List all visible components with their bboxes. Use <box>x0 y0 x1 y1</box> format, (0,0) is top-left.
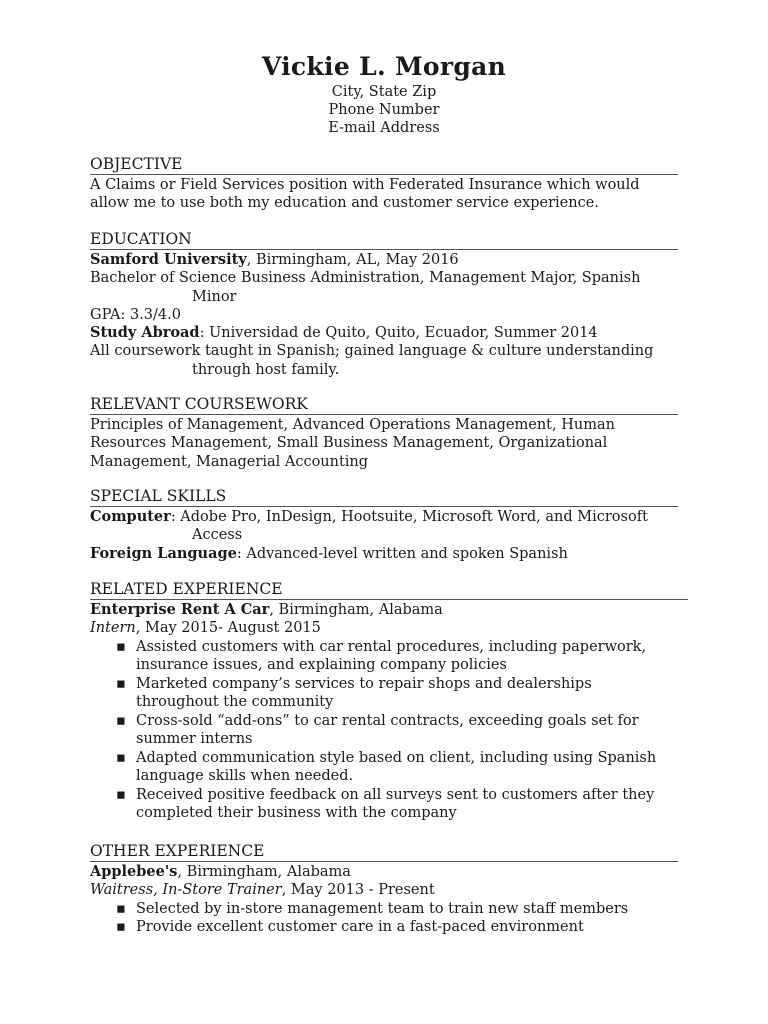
list-item: ▪ Marketed company’s services to repair shops and dealerships throughout the community <box>116 675 592 711</box>
bullet-icon: ▪ <box>116 786 126 803</box>
language-label: Foreign Language <box>90 544 237 562</box>
related-title-line <box>90 619 688 637</box>
skills-heading: SPECIAL SKILLS <box>90 487 678 507</box>
school-details: , Birmingham, AL, May 2016 <box>246 252 459 268</box>
education-section <box>90 230 678 379</box>
bullet-icon: ▪ <box>116 712 126 729</box>
coursework-line-2: Resources Management, Small Business Management, Organizational <box>90 435 608 452</box>
other-experience-section <box>90 842 678 937</box>
bullet-icon: ▪ <box>116 919 126 936</box>
education-school-line <box>90 251 678 269</box>
related-experience-heading: RELATED EXPERIENCE <box>90 580 688 600</box>
coursework-note-line-2: through host family. <box>192 361 340 378</box>
school-name: Samford University <box>90 251 247 268</box>
list-item: ▪ Selected by in-store management team to train new staff members <box>116 900 629 917</box>
related-employer-location: , Birmingham, Alabama <box>269 602 443 618</box>
study-abroad-label: Study Abroad <box>90 324 200 342</box>
list-item: ▪ Received positive feedback on all surveys sent to customers after they completed their business with the company <box>116 786 655 822</box>
other-employer-location: , Birmingham, Alabama <box>177 864 351 880</box>
other-title-line <box>90 881 678 899</box>
computer-label: Computer <box>90 508 171 525</box>
bullet-icon: ▪ <box>116 675 126 692</box>
bullet-icon: ▪ <box>116 900 126 917</box>
objective-section <box>90 155 678 213</box>
related-bullet-list <box>90 638 688 823</box>
contact-city: City, State Zip <box>331 84 437 100</box>
objective-heading: OBJECTIVE <box>90 155 678 175</box>
study-abroad-line <box>90 324 678 342</box>
coursework-section <box>90 395 678 471</box>
degree-line-2: Minor <box>192 288 237 305</box>
other-employer-line <box>90 863 678 881</box>
list-item: ▪ Adapted communication style based on client, including using Spanish language skills when needed. <box>116 749 657 785</box>
computer-skills-line-2: Access <box>192 527 243 544</box>
education-heading: EDUCATION <box>90 230 678 250</box>
objective-text: A Claims or Field Services position with Federated Insurance which would allow me to use both my education and customer service experience. <box>90 177 640 212</box>
computer-details: : Adobe Pro, InDesign, Hootsuite, Microsoft Word, and Microsoft <box>170 509 648 525</box>
skills-section <box>90 487 678 563</box>
bullet-icon: ▪ <box>116 749 126 766</box>
coursework-line-3: Management, Managerial Accounting <box>90 453 369 470</box>
other-employer-name: Applebee's <box>90 863 178 880</box>
other-experience-heading: OTHER EXPERIENCE <box>90 842 678 862</box>
study-abroad-details: : Universidad de Quito, Quito, Ecuador, Summer 2014 <box>199 325 598 342</box>
bullet-icon: ▪ <box>116 638 126 655</box>
contact-email: E-mail Address <box>328 120 440 136</box>
coursework-note-line-1: All coursework taught in Spanish; gained language & culture understanding <box>90 343 654 360</box>
degree-line-1: Bachelor of Science Business Administration, Management Major, Spanish <box>90 270 641 287</box>
related-experience-section <box>90 580 688 823</box>
computer-skills-line <box>90 508 678 526</box>
related-job-dates: , May 2015- August 2015 <box>135 620 321 637</box>
list-item: ▪ Provide excellent customer care in a fast-paced environment <box>116 919 584 936</box>
coursework-line-1: Principles of Management, Advanced Operations Management, Human <box>90 417 615 433</box>
gpa-line: GPA: 3.3/4.0 <box>90 306 181 323</box>
language-details: : Advanced-level written and spoken Spanish <box>236 545 568 562</box>
related-employer-line <box>90 601 688 619</box>
related-job-title: Intern <box>90 620 136 637</box>
other-job-dates: , May 2013 - Present <box>281 882 435 899</box>
coursework-heading: RELEVANT COURSEWORK <box>90 395 678 415</box>
contact-block <box>0 83 768 137</box>
related-employer-name: Enterprise Rent A Car <box>90 601 270 618</box>
list-item: ▪ Cross-sold “add-ons” to car rental contracts, exceeding goals set for summer interns <box>116 712 639 748</box>
contact-phone: Phone Number <box>328 102 440 118</box>
resume-name: Vickie L. Morgan <box>261 52 507 81</box>
language-skills-line <box>90 545 678 563</box>
other-bullet-list <box>90 900 678 937</box>
other-job-title: Waitress, In-Store Trainer <box>90 882 282 899</box>
list-item: ▪ Assisted customers with car rental procedures, including paperwork, insurance issues, and explaining company policies <box>116 638 647 674</box>
